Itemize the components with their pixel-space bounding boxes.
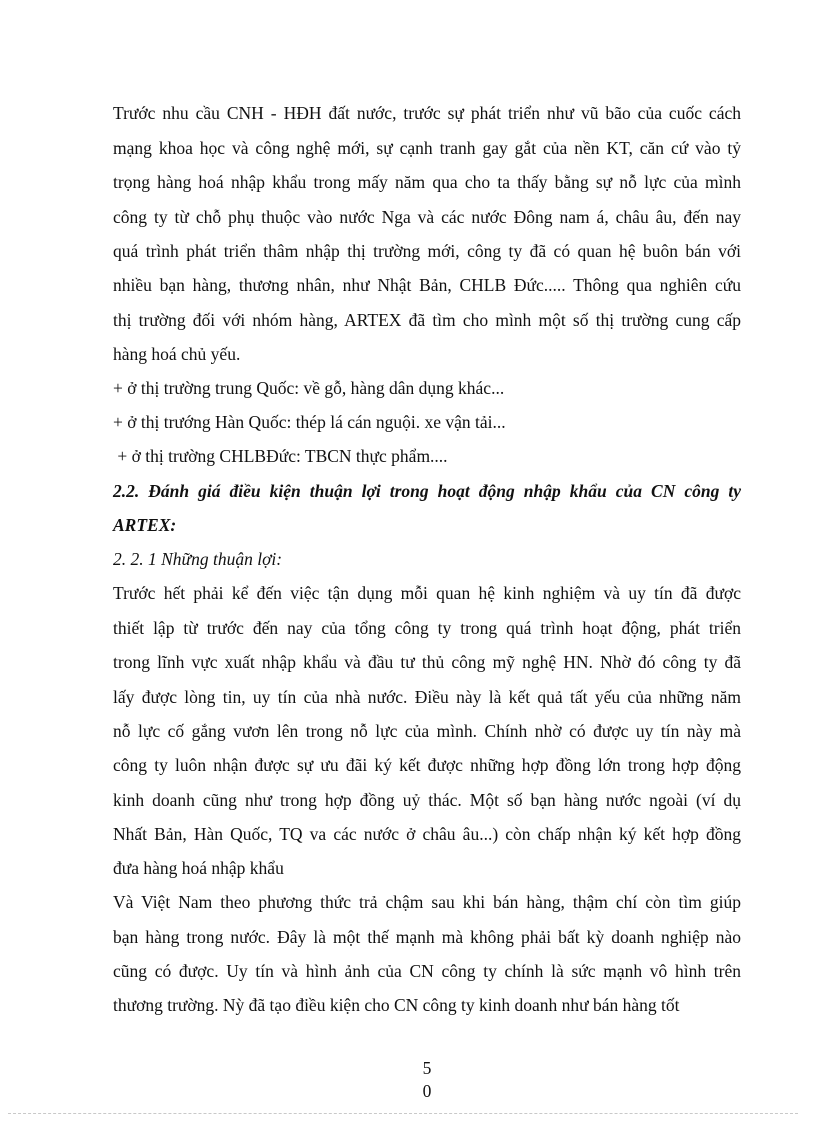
market-bullet: + ở thị trường CHLBĐức: TBCN thực phẩm.... bbox=[113, 446, 448, 466]
subsection-heading: 2. 2. 1 Những thuận lợi: bbox=[113, 549, 283, 569]
paragraph2-line: lấy được lòng tin, uy tín của nhà nước. Điều này là kết quả tất yếu của những năm bbox=[113, 687, 741, 707]
page-number-digit: 0 bbox=[422, 1081, 432, 1101]
paragraph3-line: thương trường. Nỳ đã tạo điều kiện cho CN công ty kinh doanh như bán hàng tốt bbox=[113, 995, 680, 1015]
section-heading-cont: ARTEX: bbox=[113, 515, 177, 535]
paragraph2-line: Nhất Bản, Hàn Quốc, TQ va các nước ở châu âu...) còn chấp nhận ký kết hợp đồng bbox=[113, 824, 741, 844]
paragraph2-line: công ty luôn nhận được sự ưu đãi ký kết được những hợp đồng lớn trong hợp động bbox=[113, 755, 741, 775]
paragraph1-line: hàng hoá chủ yếu. bbox=[113, 344, 241, 364]
paragraph1-line: nhiều bạn hàng, thương nhân, như Nhật Bản, CHLB Đức..... Thông qua nghiên cứu bbox=[113, 275, 741, 295]
market-bullet: + ở thị trường trung Quốc: về gỗ, hàng dân dụng khác... bbox=[113, 378, 505, 398]
paragraph2-line: Trước hết phải kể đến việc tận dụng mỗi quan hệ kinh nghiệm và uy tín đã được bbox=[113, 583, 741, 603]
paragraph2-line: thiết lập từ trước đến nay của tổng công ty trong quá trình hoạt động, phát triển bbox=[113, 618, 741, 638]
paragraph1-line: trọng hàng hoá nhập khẩu trong mấy năm qua cho ta thấy bằng sự nỗ lực của mình bbox=[113, 172, 741, 192]
page-bottom-border bbox=[8, 1113, 798, 1114]
paragraph2-line: đưa hàng hoá nhập khẩu bbox=[113, 858, 284, 878]
paragraph3-line: Và Việt Nam theo phương thức trả chậm sau khi bán hàng, thậm chí còn tìm giúp bbox=[113, 892, 741, 912]
paragraph2-line: kinh doanh cũng như trong hợp đồng uỷ thác. Một số bạn hàng nước ngoài (ví dụ bbox=[113, 790, 741, 810]
section-heading: 2.2. Đánh giá điều kiện thuận lợi trong hoạt động nhập khẩu của CN công ty bbox=[113, 481, 741, 501]
paragraph1-line: Trước nhu cầu CNH - HĐH đất nước, trước sự phát triển như vũ bão của cuốc cách bbox=[113, 103, 741, 123]
paragraph1-line: mạng khoa học và công nghệ mới, sự cạnh tranh gay gắt của nền KT, căn cứ vào tỷ bbox=[113, 138, 741, 158]
paragraph2-line: trong lĩnh vực xuất nhập khẩu và đầu tư thủ công mỹ nghệ HN. Nhờ đó công ty đã bbox=[113, 652, 741, 672]
paragraph1-line: công ty từ chỗ phụ thuộc vào nước Nga và các nước Đông nam á, châu âu, đến nay bbox=[113, 207, 741, 227]
paragraph3-line: cũng có được. Uy tín và hình ảnh của CN công ty chính là sức mạnh vô hình trên bbox=[113, 961, 741, 981]
paragraph3-line: bạn hàng trong nước. Đây là một thế mạnh mà không phải bất kỳ doanh nghiệp nào bbox=[113, 927, 741, 947]
page-number-digit: 5 bbox=[422, 1058, 432, 1078]
market-bullet: + ở thị trướng Hàn Quốc: thép lá cán nguội. xe vận tải... bbox=[113, 412, 506, 432]
paragraph1-line: quá trình phát triển thâm nhập thị trường mới, công ty đã có quan hệ buôn bán với bbox=[113, 241, 741, 261]
paragraph2-line: nỗ lực cố gắng vươn lên trong nỗ lực của mình. Chính nhờ có được uy tín này mà bbox=[113, 721, 741, 741]
paragraph1-line: thị trường đối với nhóm hàng, ARTEX đã tìm cho mình một số thị trường cung cấp bbox=[113, 310, 741, 330]
